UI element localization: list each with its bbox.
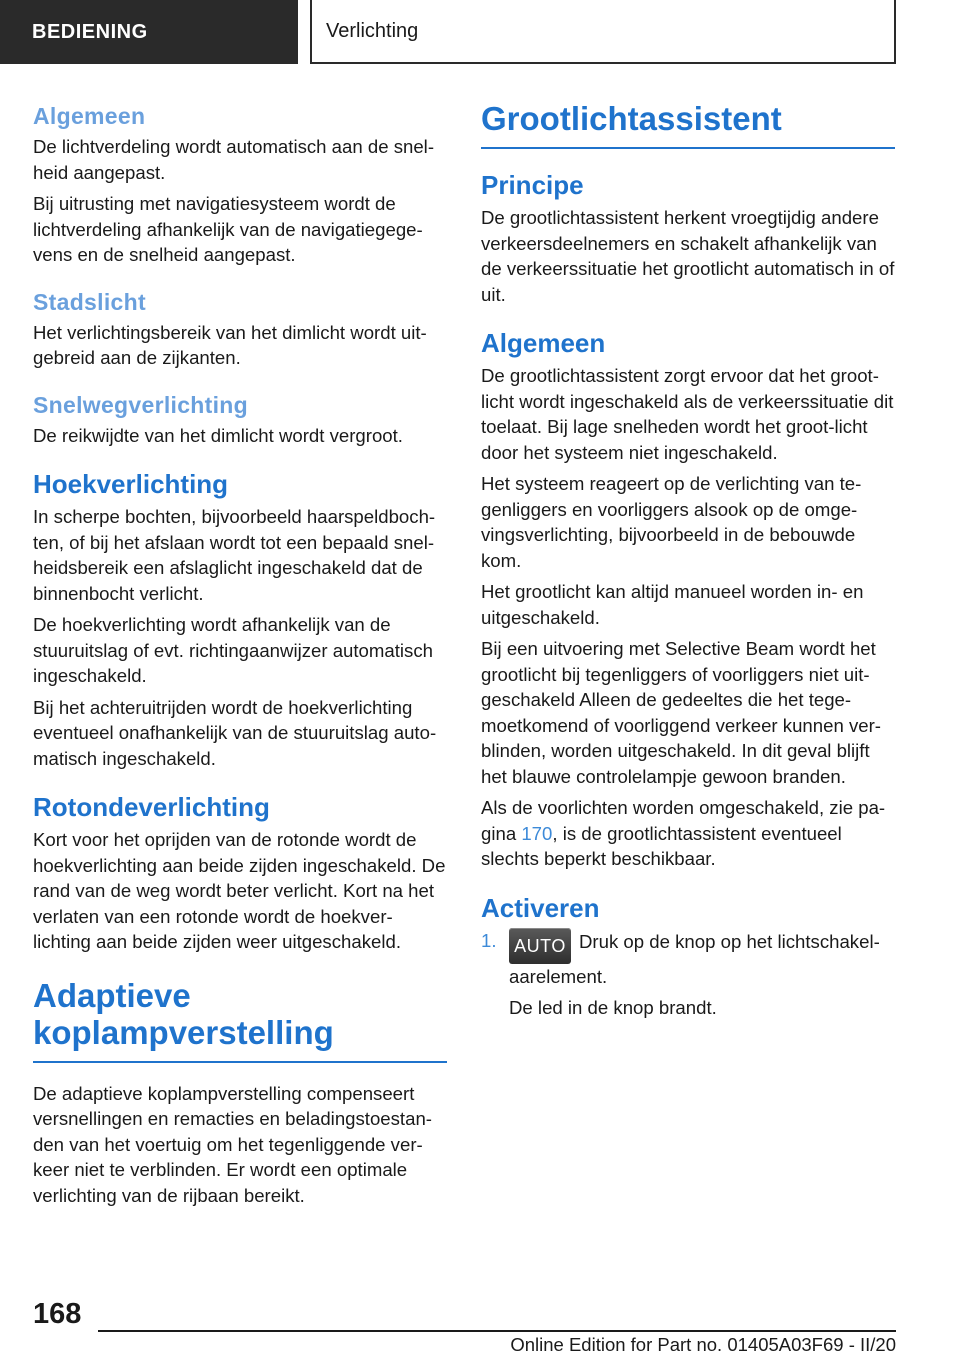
step-number: 1. (481, 929, 497, 951)
heading-rotondeverlichting: Rotondeverlichting (33, 792, 270, 822)
paragraph: De grootlichtassistent herkent vroegtijdig andere verkeersdeelnemers en schakelt afhankelijk van de verkeerssituatie het grootlicht automatisch in of uit. (481, 207, 895, 305)
heading-snelwegverlichting: Snelwegverlichting (33, 391, 249, 418)
heading-principe: Principe (481, 170, 584, 200)
paragraph (481, 795, 895, 872)
text: Als de voorlichten worden omgeschakeld, zie pa-gina (481, 797, 886, 844)
paragraph: Kort voor het oprijden van de rotonde wordt de hoekverlichting aan beide zijden ingeschakeld. De rand van de weg wordt beter verlicht. Kort na het verlaten van een rotonde wordt de hoekver-lichting aan beide zijden weer uitgeschakeld. (33, 829, 446, 952)
paragraph: Het verlichtingsbereik van het dimlicht wordt uit-gebreid aan de zijkanten. (33, 321, 427, 368)
chapter-label: Verlichting (310, 0, 896, 64)
paragraph: Bij het achteruitrijden wordt de hoekverlichting eventueel onafhankelijk van de stuuruitslag auto-matisch ingeschakeld. (33, 696, 437, 769)
auto-button-icon: AUTO (509, 928, 571, 964)
section-label: BEDIENING (0, 0, 298, 64)
heading-grootlichtassistent: Grootlichtassistent (481, 100, 895, 149)
left-column (33, 100, 447, 1214)
heading-adaptieve-koplampverstelling: Adaptieve koplampverstelling (33, 977, 447, 1063)
paragraph: De reikwijdte van het dimlicht wordt vergroot. (33, 424, 403, 446)
step-subtext: De led in de knop brandt. (509, 997, 717, 1018)
page-number: 168 (33, 1298, 82, 1330)
paragraph: De adaptieve koplampverstelling compenseert versnellingen en remacties en beladingstoestan-den van het voertuig om het tegenliggende ver-keer niet te verblinden. Er wordt een optimale verlichting van de rijbaan bereikt. (33, 1082, 432, 1206)
paragraph: De grootlichtassistent zorgt ervoor dat het groot-licht wordt ingeschakeld als de verkeerssituatie dit toelaat. Bij lage snelheden wordt het groot-licht door het systeem niet ingeschakeld. (481, 365, 894, 463)
page-link[interactable]: 170 (521, 822, 553, 844)
paragraph: Bij een uitvoering met Selective Beam wordt het grootlicht bij tegenliggers of voorliggers niet uit-geschakeld Alleen de gedeeltes die het tege-moetkomend of voorliggend verkeer kunnen ver-blinden, worden uitgeschakeld. In dit geval blijft het blauwe controlelampje gewoon branden. (481, 638, 881, 787)
right-column (481, 100, 895, 1027)
footer-divider (98, 1330, 896, 1332)
text: Druk op de knop op het lichtschakel-aarelement. (509, 930, 880, 987)
text: , is de grootlichtassistent eventueel slechts beperkt beschikbaar. (481, 822, 842, 869)
paragraph: Het grootlicht kan altijd manueel worden in- en uitgeschakeld. (481, 581, 864, 628)
paragraph: In scherpe bochten, bijvoorbeeld haarspeldboch-ten, of bij het afslaan wordt tot een bepaald snel-heidsbereik een afslaglicht ingeschakeld dat de binnenbocht verlicht. (33, 506, 436, 604)
heading-hoekverlichting: Hoekverlichting (33, 469, 229, 499)
paragraph: De hoekverlichting wordt afhankelijk van de stuuruitslag of evt. richtingaanwijzer automatisch ingeschakeld. (33, 614, 433, 686)
page-header (0, 0, 960, 66)
paragraph: De lichtverdeling wordt automatisch aan de snel-heid aangepast. (33, 136, 435, 183)
heading-activeren: Activeren (481, 892, 600, 923)
heading-algemeen: Algemeen (481, 328, 606, 358)
edition-note: Online Edition for Part no. 01405A03F69 - II/20 (510, 1334, 896, 1355)
paragraph: Bij uitrusting met navigatiesysteem wordt de lichtverdeling afhankelijk van de navigatiegege-vens en de snelheid aangepast. (33, 193, 423, 265)
step-text (509, 928, 895, 990)
step-item (481, 928, 895, 1021)
paragraph: Het systeem reageert op de verlichting van te-genliggers en voorliggers alsook op de omge-vingsverlichting, bijvoorbeeld in de bebouwde kom. (481, 473, 862, 571)
heading-stadslicht: Stadslicht (33, 288, 146, 315)
heading-algemeen: Algemeen (33, 103, 146, 129)
